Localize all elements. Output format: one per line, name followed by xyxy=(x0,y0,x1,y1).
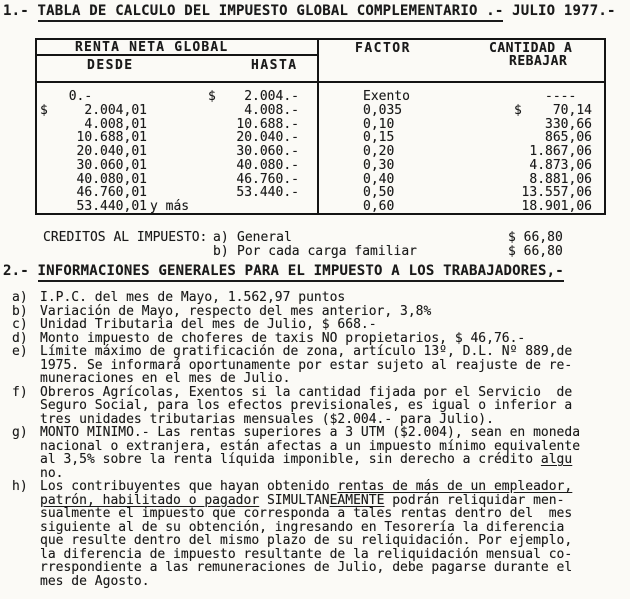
cell-cantidad-rebajar: ---- xyxy=(545,89,592,104)
cell-desde: 0.- xyxy=(68,89,147,104)
text-segment: MONTO MINIMO.- Las rentas superiores a 3 UTM ($2.004), sean en moneda xyxy=(40,425,581,440)
text-segment: al 3,5% sobre la renta líquida imponible, sin derecho a crédito xyxy=(40,452,541,467)
note-line xyxy=(0,413,630,427)
cell-factor: 0,15 xyxy=(363,130,395,146)
cell-hasta: 4.008.- xyxy=(244,102,299,118)
credit-text: Por cada carga familiar xyxy=(237,244,418,259)
table-row xyxy=(37,90,604,104)
note-line xyxy=(0,440,630,454)
text-segment: rentas de más de un empleador, xyxy=(337,479,573,494)
credit-item xyxy=(0,231,630,245)
note-line xyxy=(0,507,630,521)
text-segment: I.P.C. del mes de Mayo, 1.562,97 puntos xyxy=(40,290,346,305)
cell-desde: 2.004,01 xyxy=(84,102,147,118)
note-line xyxy=(0,386,630,400)
cell-cantidad-rebajar: 4.873,06 xyxy=(529,157,592,173)
note-label: h) xyxy=(12,479,28,494)
text-segment: tres unidades tributarias mensuales ($2.004.- para Julio). xyxy=(40,411,494,427)
text-segment: podrán reliquidar men- xyxy=(384,492,565,508)
column-group-renta-neta-global: RENTA NETA GLOBAL xyxy=(75,40,229,55)
note-label: g) xyxy=(12,425,28,440)
cell-factor: 0,60 xyxy=(363,199,395,214)
cell-hasta: 46.760.- xyxy=(236,171,299,187)
text-segment: SIMULTAN xyxy=(259,492,330,508)
note-label: d) xyxy=(12,330,28,346)
section2-title: INFORMACIONES GENERALES PARA EL IMPUESTO A LOS TRABAJADORES,- xyxy=(38,263,564,282)
note-line xyxy=(0,345,630,359)
credit-item xyxy=(0,245,630,259)
note-label: a) xyxy=(12,290,28,305)
table-row xyxy=(37,159,604,173)
notes-list xyxy=(0,291,630,588)
note-line xyxy=(0,305,630,319)
note-line xyxy=(0,453,630,467)
text-segment: Límite máximo de gratificación de zona, artículo 13º, D.L. Nº 889,de xyxy=(40,344,573,359)
text-segment: sualmente el impuesto que corresponda a tales rentas dentro del mes xyxy=(40,506,573,521)
text-segment: Los contribuyentes que hayan obtenido xyxy=(40,479,338,494)
note-label: b) xyxy=(12,303,28,319)
cell-desde-currency: $ xyxy=(40,102,48,118)
section2-number: 2.- xyxy=(3,263,29,279)
cell-factor: 0,10 xyxy=(363,116,395,132)
cell-hasta: 20.040.- xyxy=(236,130,299,146)
section1-date: JULIO 1977.- xyxy=(512,3,616,19)
note-line xyxy=(0,575,630,589)
section2-heading xyxy=(3,263,564,279)
cell-hasta: 2.004.- xyxy=(244,89,299,104)
text-segment: mes de Agosto. xyxy=(40,573,150,589)
cell-cantidad-rebajar: 18.901,06 xyxy=(521,199,592,214)
note-line xyxy=(0,332,630,346)
note-line xyxy=(0,548,630,562)
note-line xyxy=(0,399,630,413)
text-segment: que resulte dentro del mismo plazo de su reliquidación. Por ejemplo, xyxy=(40,533,573,548)
cell-factor: Exento xyxy=(363,89,410,104)
cell-desde: 4.008,01 xyxy=(84,116,147,132)
table-row xyxy=(37,145,604,159)
note-line xyxy=(0,480,630,494)
text-segment: muneraciones en el mes de Julio. xyxy=(40,371,291,386)
cell-cantidad-rebajar: 865,06 xyxy=(545,130,592,146)
text-segment: siguiente al de su obtención, ingresando en Tesorería la diferencia xyxy=(40,519,565,535)
text-segment: algu xyxy=(540,452,573,467)
note-label: e) xyxy=(12,344,28,359)
credit-amount: $ 66,80 xyxy=(508,230,563,245)
column-header-factor: FACTOR xyxy=(355,41,411,56)
table-row xyxy=(37,200,604,214)
text-segment: Monto impuesto de choferes de taxis NO propietarios, $ 46,76.- xyxy=(40,330,526,346)
cell-cantidad-rebajar: 1.867,06 xyxy=(529,144,592,159)
note-line xyxy=(0,291,630,305)
cell-desde: 10.688,01 xyxy=(76,130,147,146)
note-label: c) xyxy=(12,317,28,332)
text-segment: Unidad Tributaria del mes de Julio, $ 668.- xyxy=(40,317,377,332)
section1-heading xyxy=(3,3,616,19)
note-line xyxy=(0,534,630,548)
column-header-desde: DESDE xyxy=(87,58,134,73)
note-line xyxy=(0,318,630,332)
cell-desde: 20.040,01 xyxy=(76,144,147,159)
text-segment: EAMENTE xyxy=(329,492,385,508)
note-line xyxy=(0,426,630,440)
cell-cantidad-rebajar: 330,66 xyxy=(545,116,592,132)
cell-factor: 0,20 xyxy=(363,144,395,159)
note-line xyxy=(0,561,630,575)
cell-hasta-currency: $ xyxy=(208,89,216,104)
credit-amount: $ 66,80 xyxy=(508,244,563,259)
cell-cantidad-rebajar: 8.881,06 xyxy=(529,171,592,187)
cell-cantidad-rebajar: 13.557,06 xyxy=(521,185,592,201)
cell-cantidad-rebajar: 70,14 xyxy=(552,102,592,118)
cell-hasta: 53.440.- xyxy=(236,185,299,201)
cell-cantidad-currency: $ xyxy=(514,102,522,118)
note-line xyxy=(0,359,630,373)
text-segment: Obreros Agrícolas, Exentos si la cantidad fijada por el Servicio de xyxy=(40,384,573,400)
table-header-rule xyxy=(37,81,604,83)
section1-title: TABLA DE CALCULO DEL IMPUESTO GLOBAL COMPLEMENTARIO .- xyxy=(38,3,504,22)
note-label: f) xyxy=(12,384,28,400)
note-line xyxy=(0,372,630,386)
credits-label: CREDITOS AL IMPUESTO: xyxy=(43,230,208,245)
cell-hasta: 30.060.- xyxy=(236,144,299,159)
section1-number: 1.- xyxy=(3,3,29,19)
text-segment: Seguro Social, para los efectos previsionales, es igual o inferior a xyxy=(40,398,573,413)
text-segment: Variación de Mayo, respecto del mes anterior, 3,8% xyxy=(40,303,432,319)
credit-text: General xyxy=(237,230,292,245)
text-segment: no. xyxy=(40,465,64,481)
credit-key: a) xyxy=(213,230,229,245)
cell-hasta: 10.688.- xyxy=(236,116,299,132)
text-segment: rrespondiente a las remuneraciones de Julio, debe pagarse durante el xyxy=(40,560,573,575)
text-segment: patrón, habilitado o pagador xyxy=(40,492,260,508)
cell-factor: 0,035 xyxy=(363,102,403,118)
text-segment: la diferencia de impuesto resultante de la reliquidación mensual co- xyxy=(40,546,573,562)
cell-desde: 46.760,01 xyxy=(76,185,147,201)
note-line xyxy=(0,494,630,508)
cell-desde-suffix: y más xyxy=(150,199,190,214)
column-header-rebajar: REBAJAR xyxy=(509,54,568,69)
cell-factor: 0,50 xyxy=(363,185,395,201)
credit-key: b) xyxy=(213,244,229,259)
column-header-cantidad-a: CANTIDAD A xyxy=(489,41,573,56)
cell-factor: 0,40 xyxy=(363,171,395,187)
text-segment: 1975. Se informará oportunamente por estar sujeto al reajuste de re- xyxy=(40,357,573,373)
cell-desde: 30.060,01 xyxy=(76,157,147,173)
note-line xyxy=(0,521,630,535)
cell-desde: 40.080,01 xyxy=(76,171,147,187)
cell-factor: 0,30 xyxy=(363,157,395,173)
tax-table xyxy=(35,38,606,215)
cell-desde: 53.440,01 xyxy=(76,199,147,214)
note-line xyxy=(0,467,630,481)
cell-hasta: 40.080.- xyxy=(236,157,299,173)
table-row xyxy=(37,104,604,118)
column-header-hasta: HASTA xyxy=(251,58,298,73)
text-segment: nacional o extranjera, están afectas a un impuesto mínimo equivalente xyxy=(40,438,581,454)
